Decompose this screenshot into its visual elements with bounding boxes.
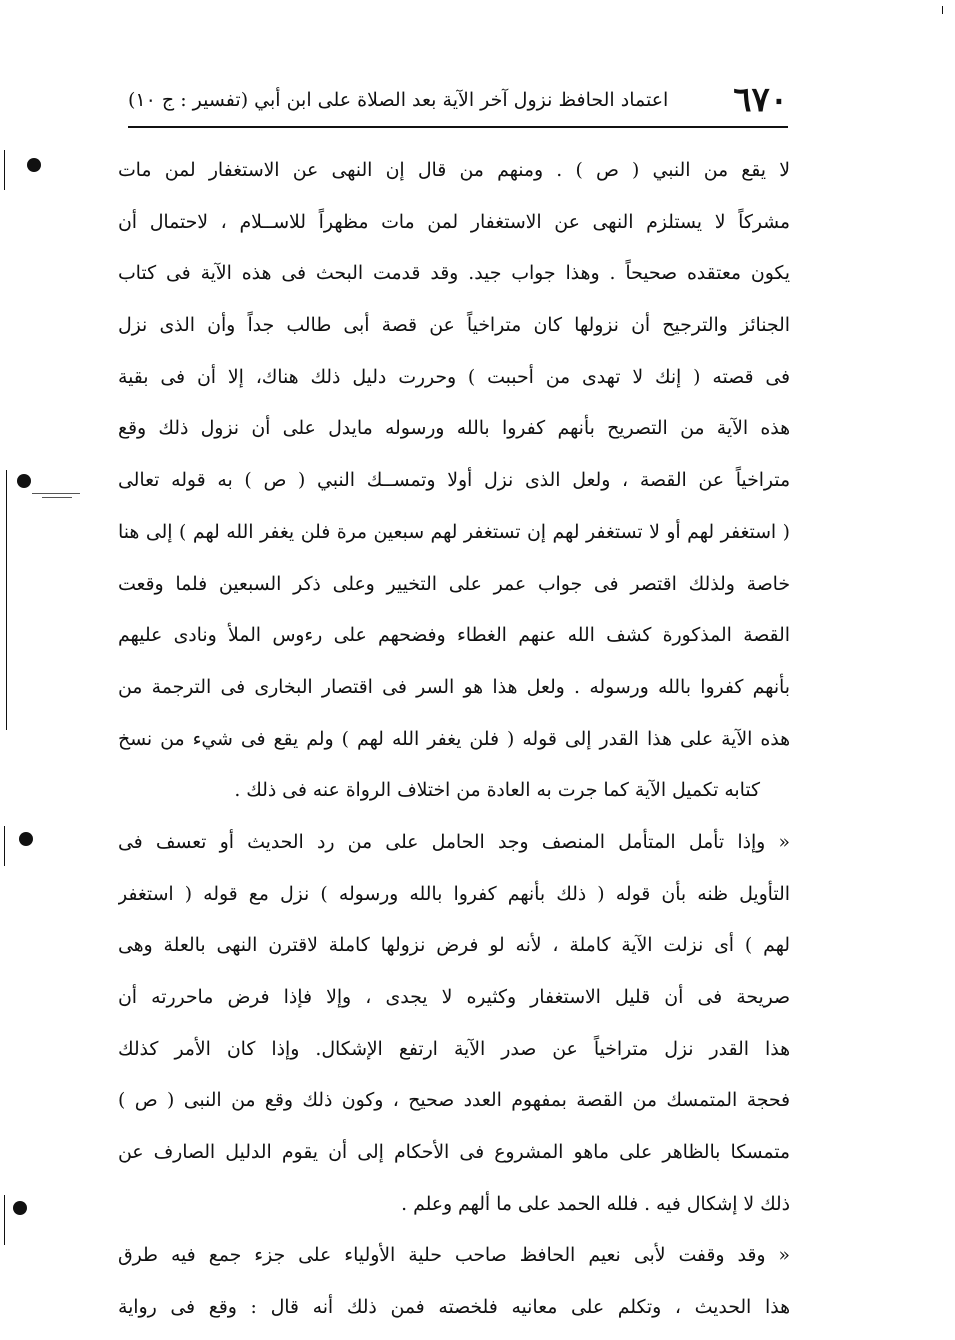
margin-line-mark xyxy=(6,470,7,730)
text-line: متراخياً عن القصة ، ولعل الذى نزل أولا وتمســك النبي ( ص ) به قوله تعالى xyxy=(118,470,790,492)
page-header xyxy=(128,80,788,120)
text-line: هذه الآية على هذا القدر إلى قوله ( فلن يغفر الله لهم ) ولم يقع فى شيء من نسخ xyxy=(118,728,790,750)
text-line: القصة المذكورة كشف الله عنهم الغطاء وفضحهم على رءوس الملأ ونادى عليهم xyxy=(118,625,790,647)
text-line: التأويل ظنه بأن قوله ( ذلك بأنهم كفروا بالله ورسوله ) نزل مع قوله ( استغفر xyxy=(118,883,790,905)
body-text xyxy=(118,145,790,1334)
header-rule xyxy=(128,126,788,128)
text-line: هذا الحديث ، وتكلم على معانيه فلخصته فمن ذلك أنه قال : وقع فى رواية xyxy=(118,1297,790,1319)
pen-stroke-mark xyxy=(32,493,80,494)
text-line: ( استغفر لهم أو لا تستغفر لهم إن تستغفر لهم سبعين مرة فلن يغفر الله لهم ) إلى هنا xyxy=(118,521,790,543)
text-line: بأنهم كفروا بالله ورسوله . ولعل هذا هو السر فى اقتصار البخارى فى الترجمة من xyxy=(118,676,790,698)
text-line: فى قصته ( إنك لا تهدى من أحببت ) وحررت دليل ذلك هناك، إلا أن فى بقية xyxy=(118,366,790,388)
text-line: متمسكا بالظاهر على ماهو المشروع فى الأحكام إلى أن يقوم الدليل الصارف عن xyxy=(118,1142,790,1164)
paragraph-1 xyxy=(118,145,790,817)
text-line: يكون معتقده صحيحاً . وهذا جواب جيد. وقد قدمت البحث فى هذه الآية فى كتاب xyxy=(118,263,790,285)
text-line: هذه الآية من التصريح بأنهم كفروا بالله ورسوله مايدل على أن نزول ذلك وقع xyxy=(118,418,790,440)
margin-line-mark xyxy=(4,826,5,866)
text-line: الجنائز والترجيح أن نزولها كان متراخياً عن قصة أبى طالب جداً وأن الذى نزل xyxy=(118,315,790,337)
paragraph-2 xyxy=(118,817,790,1231)
text-line: خاصة ولذلك اقتصر فى جواب عمر على التخيير وعلى ذكر السبعين فلما وقعت xyxy=(118,573,790,595)
text-line: لا يقع من النبي ( ص ) . ومنهم من قال إن النهى عن الاستغفار لمن مات xyxy=(118,160,790,181)
text-line: ذلك لا إشكال فيه . فلله الحمد على ما ألهم وعلم . xyxy=(401,1193,790,1215)
text-line: لهم ) أى نزلت الآية كاملة ، لأنه لو فرض نزولها كاملة لاقترن النهى بالعلة وهى xyxy=(118,935,790,957)
paragraph-3 xyxy=(118,1230,790,1333)
margin-line-mark xyxy=(4,150,5,190)
text-line: مشركاً لا يستلزم النهى عن الاستغفار لمن مات مظهراً للاســلام ، لاحتمال أن xyxy=(118,211,790,233)
pen-stroke-mark xyxy=(42,497,72,498)
page-number: ٦٧٠ xyxy=(733,80,788,120)
text-line: صريحة فى أن قليل الاستغفار وكثيره لا يجدى ، وإلا فإذا فرض ماحررته أن xyxy=(118,987,790,1008)
margin-line-mark xyxy=(4,1195,5,1245)
binding-hole-mark xyxy=(13,1201,27,1215)
binding-hole-mark xyxy=(19,832,33,846)
binding-hole-mark xyxy=(17,474,31,488)
text-line: « وقد وقفت لأبى نعيم الحافظ صاحب حلية الأولياء على جزء جمع فيه طرق xyxy=(118,1245,790,1267)
text-line: كتابه تكميل الآية كما جرت به العادة من اختلاف الرواة عنه فى ذلك . xyxy=(234,780,760,802)
text-line: هذا القدر نزل متراخياً عن صدر الآية ارتفع الإشكال. وإذا كان الأمر كذلك xyxy=(118,1038,790,1060)
text-line: فحجة المتمسك من القصة بمفهوم العدد صحيح ، وكون ذلك وقع من النبى ( ص ) xyxy=(118,1090,790,1112)
running-head: اعتماد الحافظ نزول آخر الآية بعد الصلاة على ابن أبي (تفسير : ج ١٠) xyxy=(128,89,669,111)
binding-hole-mark xyxy=(27,158,41,172)
corner-mark xyxy=(942,6,943,14)
text-line: « وإذا تأمل المتأمل المنصف وجد الحامل على من رد الحديث أو تعسف فى xyxy=(118,831,790,853)
